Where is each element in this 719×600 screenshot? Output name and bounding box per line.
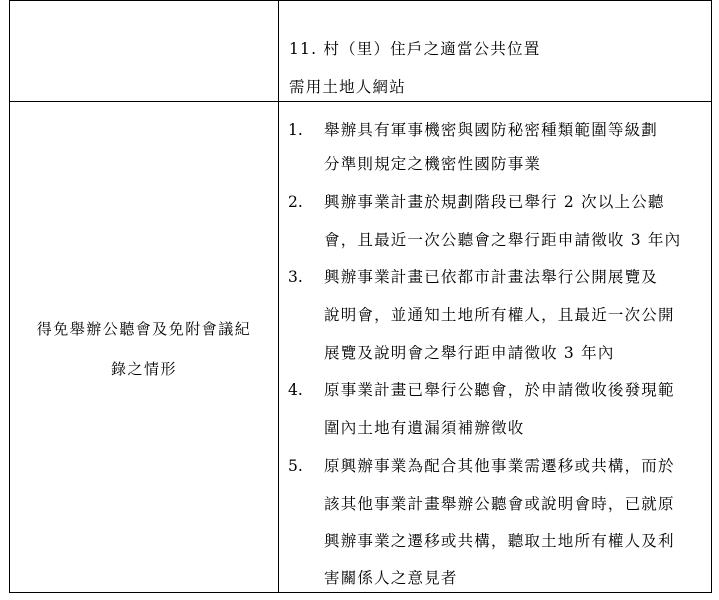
item-5-line-3: 興辦事業之遷移或共構，聽取土地所有權人及利	[324, 532, 675, 550]
item-2-line-1: 興辦事業計畫於規劃階段已舉行 2 次以上公聽	[324, 193, 665, 211]
column-divider	[278, 0, 279, 592]
item-5-line-1: 原興辦事業為配合其他事業需遷移或共構，而於	[324, 457, 675, 475]
item-4-line-2: 圍內土地有遺漏須補辦徵收	[324, 419, 525, 437]
item-5-line-2: 該其他事業計畫舉辦公聽會或說明會時，已就原	[324, 495, 675, 513]
row-divider	[9, 101, 712, 102]
item-5-line-4: 害關係人之意見者	[324, 569, 458, 587]
item-5-number: 5.	[288, 457, 303, 475]
item-2-line-2: 會，且最近一次公聽會之舉行距申請徵收 3 年內	[324, 231, 682, 249]
item-2-number: 2.	[288, 193, 303, 211]
item-1-line-1: 舉辦具有軍事機密與國防秘密種類範圍等級劃	[324, 121, 659, 139]
item-3-number: 3.	[288, 268, 303, 286]
item-3-line-3: 展覽及說明會之舉行距申請徵收 3 年內	[324, 344, 615, 362]
item-4-number: 4.	[288, 381, 303, 399]
top-row-line-2: 需用土地人網站	[289, 78, 406, 96]
item-4-line-1: 原事業計畫已舉行公聽會，於申請徵收後發現範	[324, 381, 675, 399]
item-1-line-2: 分準則規定之機密性國防事業	[324, 155, 542, 173]
item-3-line-1: 興辦事業計畫已依都市計畫法舉行公開展覽及	[324, 268, 659, 286]
item-3-line-2: 說明會，並通知土地所有權人，且最近一次公開	[324, 306, 675, 324]
left-label-cell	[9, 318, 279, 380]
top-row-line-1: 11. 村（里）住戶之適當公共位置	[289, 40, 541, 58]
item-1-number: 1.	[288, 121, 303, 139]
left-label-line-1: 得免舉辦公聽會及免附會議紀	[36, 320, 252, 338]
left-label-line-2: 錄之情形	[110, 360, 177, 378]
